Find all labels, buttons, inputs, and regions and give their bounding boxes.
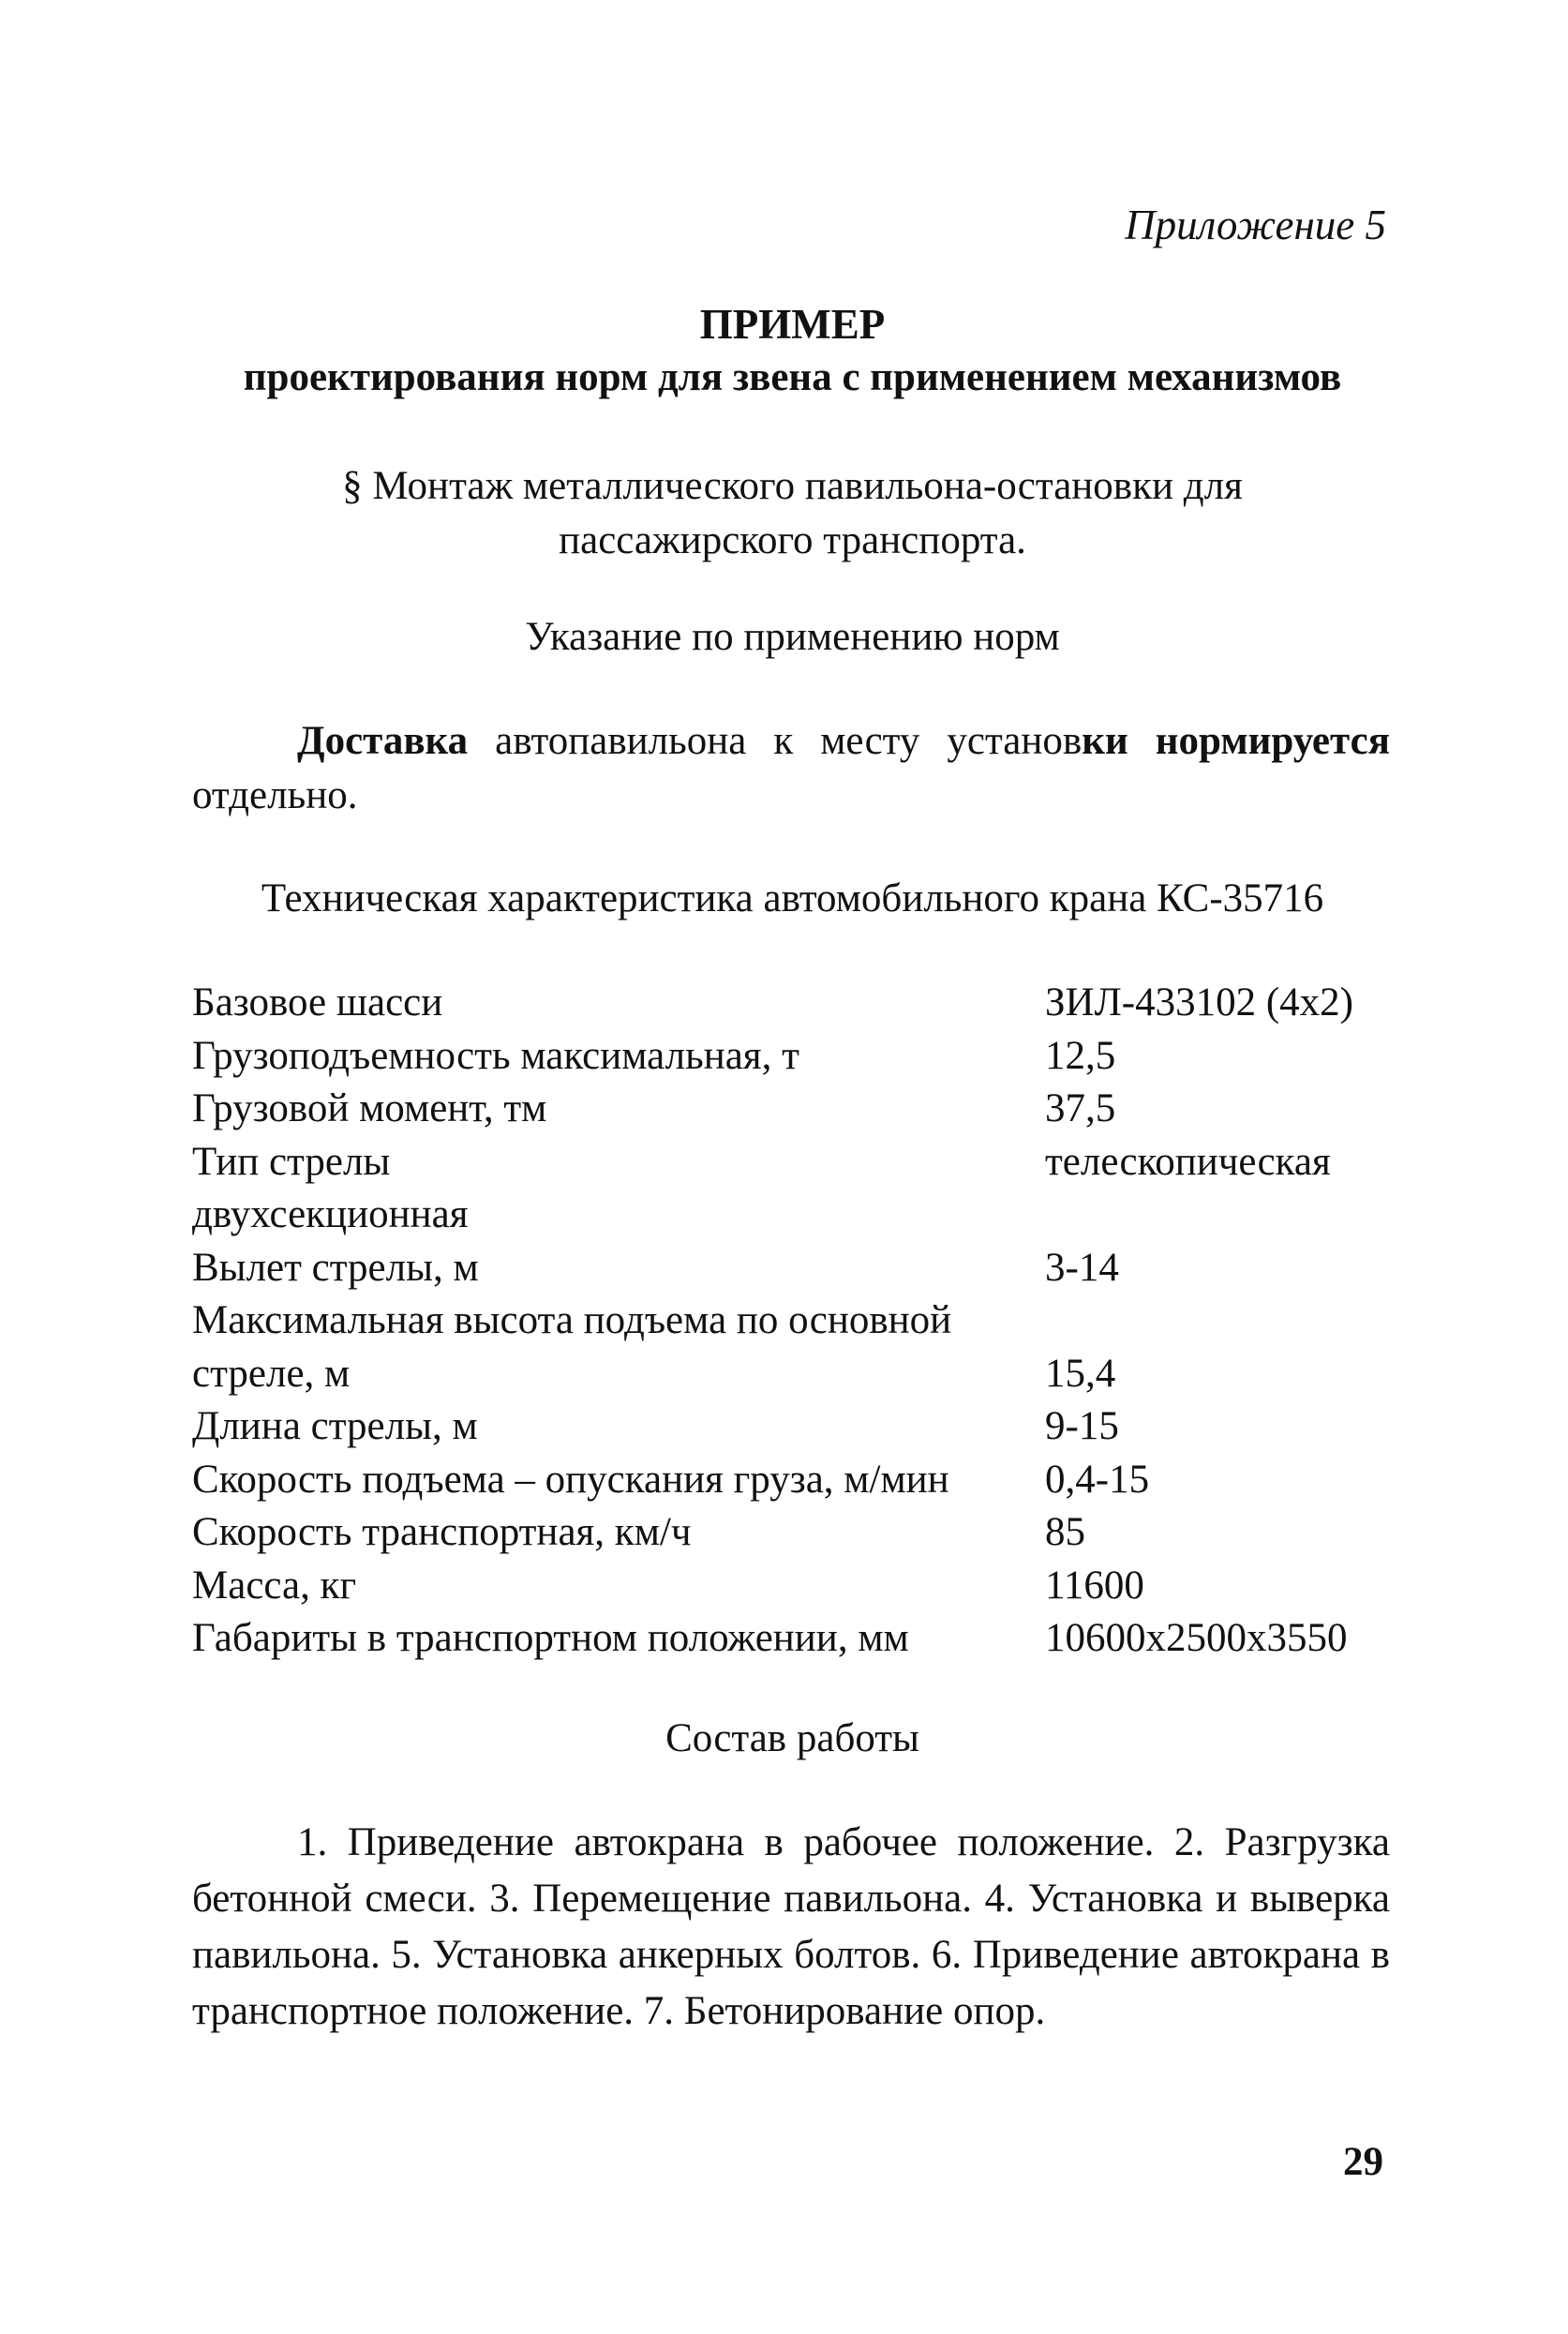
section-heading-line-2: пассажирского транспорта. bbox=[559, 518, 1026, 562]
instruction-paragraph bbox=[192, 714, 1390, 823]
specs-heading: Техническая характеристика автомобильного крана КС-35716 bbox=[261, 876, 1324, 920]
spec-value: 9-15 bbox=[1045, 1404, 1119, 1448]
spec-row bbox=[192, 1348, 1392, 1401]
spec-value: 85 bbox=[1045, 1510, 1085, 1554]
spec-value: 3-14 bbox=[1045, 1245, 1119, 1290]
spec-row bbox=[192, 1136, 1392, 1189]
spec-label: Грузоподъемность максимальная, т bbox=[192, 1033, 799, 1078]
spec-value: 11600 bbox=[1045, 1563, 1144, 1608]
spec-row bbox=[192, 1612, 1392, 1666]
spec-label: Масса, кг bbox=[192, 1563, 357, 1608]
composition-paragraph: 1. Приведение автокрана в рабочее положение. 2. Разгрузка бетонной смеси. 3. Перемещение павильона. 4. Установка и выверка павильона. 5. Установка анкерных болтов. 6. Приведение автокрана в транспортное положение. 7. Бетонирование опор. bbox=[192, 1820, 1390, 2033]
section-heading-line-1: § Монтаж металлического павильона-остановки для bbox=[342, 464, 1243, 508]
instruction-text-part-3: ки нормируется bbox=[1082, 719, 1390, 763]
spec-value: 10600х2500х3550 bbox=[1045, 1616, 1348, 1660]
spec-row bbox=[192, 977, 1392, 1030]
instruction-heading: Указание по применению норм bbox=[525, 615, 1060, 659]
spec-row bbox=[192, 1454, 1392, 1507]
spec-label: Скорость подъема – опускания груза, м/мин bbox=[192, 1457, 949, 1502]
spec-label: Максимальная высота подъема по основной bbox=[192, 1298, 952, 1342]
composition-heading: Состав работы bbox=[665, 1716, 919, 1760]
instruction-text-part-4: отдельно. bbox=[192, 773, 358, 817]
spec-label: Грузовой момент, тм bbox=[192, 1086, 547, 1130]
spec-value: 37,5 bbox=[1045, 1086, 1116, 1130]
spec-value: 12,5 bbox=[1045, 1033, 1116, 1078]
spec-row bbox=[192, 1506, 1392, 1560]
spec-label: Скорость транспортная, км/ч bbox=[192, 1510, 692, 1554]
spec-label: Вылет стрелы, м bbox=[192, 1245, 479, 1290]
spec-value: телескопическая bbox=[1045, 1139, 1331, 1184]
spec-value: ЗИЛ-433102 (4х2) bbox=[1045, 980, 1353, 1025]
spec-label: двухсекционная bbox=[192, 1192, 469, 1236]
document-subtitle: проектирования норм для звена с применением механизмов bbox=[243, 355, 1342, 399]
spec-label: Тип стрелы bbox=[192, 1139, 391, 1184]
page-number: 29 bbox=[1343, 2140, 1383, 2184]
spec-row bbox=[192, 1400, 1392, 1454]
spec-row bbox=[192, 1030, 1392, 1084]
spec-label: Базовое шасси bbox=[192, 980, 443, 1025]
spec-row bbox=[192, 1242, 1392, 1295]
specs-table bbox=[192, 977, 1392, 1666]
spec-label: Габариты в транспортном положении, мм bbox=[192, 1616, 909, 1660]
spec-label: Длина стрелы, м bbox=[192, 1404, 478, 1448]
spec-value: 0,4-15 bbox=[1045, 1457, 1150, 1502]
spec-row bbox=[192, 1083, 1392, 1136]
instruction-text-part-1: Доставка bbox=[297, 719, 469, 763]
spec-value: 15,4 bbox=[1045, 1351, 1116, 1396]
document-title: ПРИМЕР bbox=[699, 301, 886, 348]
spec-row bbox=[192, 1560, 1392, 1613]
spec-row bbox=[192, 1294, 1392, 1348]
spec-row bbox=[192, 1189, 1392, 1242]
section-heading bbox=[17, 459, 1568, 568]
appendix-label: Приложение 5 bbox=[1125, 202, 1386, 248]
instruction-text-part-2: автопавильона к месту установ bbox=[468, 719, 1083, 763]
spec-label: стреле, м bbox=[192, 1351, 351, 1396]
